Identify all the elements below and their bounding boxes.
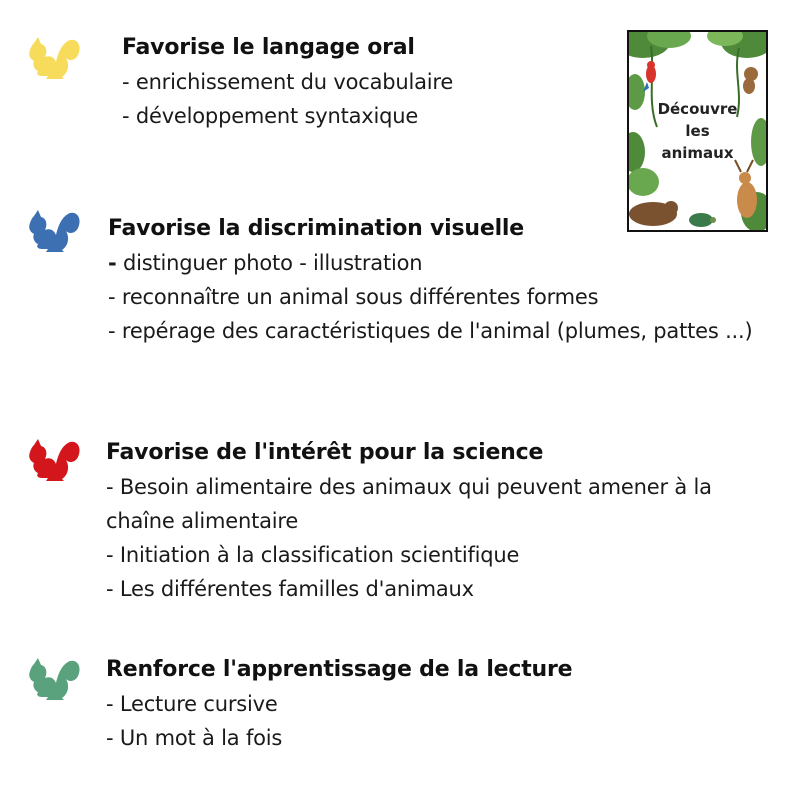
squirrel-icon-red xyxy=(26,437,82,483)
list-item: - Initiation à la classification scientifique xyxy=(106,543,520,567)
section-heading: Favorise de l'intérêt pour la science xyxy=(106,440,544,465)
list-item: - repérage des caractéristiques de l'animal (plumes, pattes ...) xyxy=(108,319,753,343)
cover-title-line: les xyxy=(685,122,710,140)
section-heading: Favorise la discrimination visuelle xyxy=(108,216,524,241)
section-heading: Renforce l'apprentissage de la lecture xyxy=(106,657,573,682)
list-item-text: distinguer photo - illustration xyxy=(116,251,423,275)
cover-title-line: Découvre xyxy=(657,100,738,118)
list-item xyxy=(108,246,768,280)
list-item: - reconnaître un animal sous différentes formes xyxy=(108,285,599,309)
list-item: - Les différentes familles d'animaux xyxy=(106,577,474,601)
bullet-dash: - xyxy=(108,251,117,275)
list-item: - enrichissement du vocabulaire xyxy=(122,70,454,94)
squirrel-icon-yellow xyxy=(26,35,82,81)
section-langage-oral xyxy=(122,31,453,133)
section-lecture xyxy=(106,653,572,755)
cover-title-line: animaux xyxy=(661,144,734,162)
section-science xyxy=(106,436,766,606)
cover-title xyxy=(629,98,766,164)
squirrel-icon-blue xyxy=(26,208,82,254)
list-item: - Lecture cursive xyxy=(106,692,278,716)
section-discrimination-visuelle xyxy=(108,212,768,348)
squirrel-icon-green xyxy=(26,656,82,702)
list-item: - Un mot à la fois xyxy=(106,726,283,750)
list-item: - Besoin alimentaire des animaux qui peuvent amener à la chaîne alimentaire xyxy=(106,475,712,533)
section-heading: Favorise le langage oral xyxy=(122,35,415,60)
list-item: - développement syntaxique xyxy=(122,104,419,128)
book-cover-image xyxy=(627,30,768,232)
